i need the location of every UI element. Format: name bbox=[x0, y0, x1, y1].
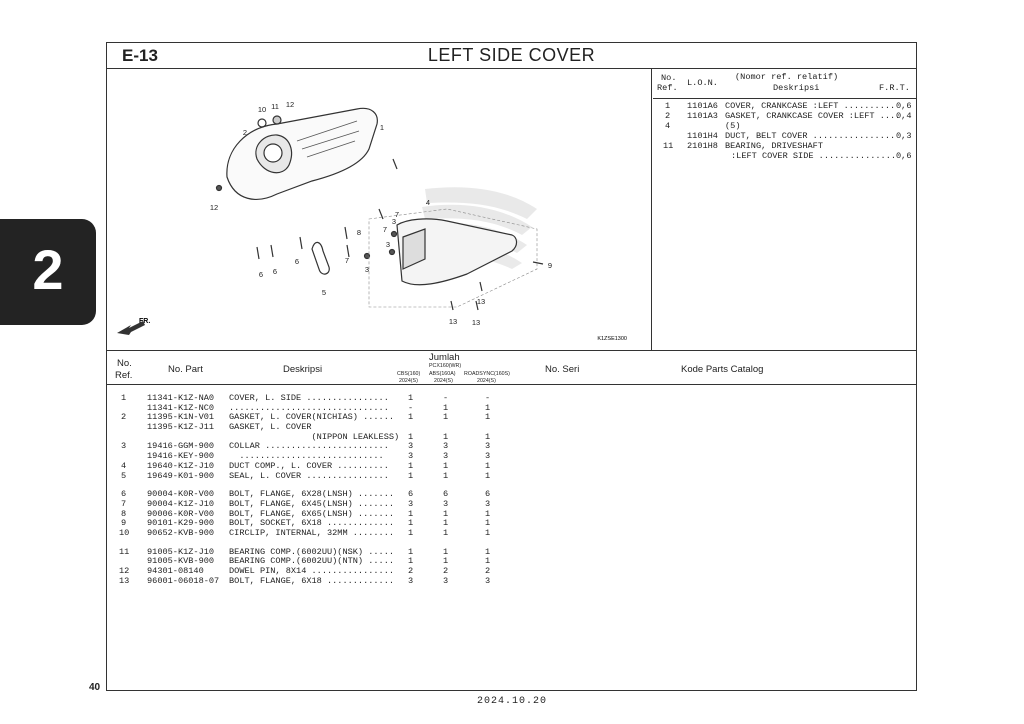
table-row: 7 90004-K1Z-J10 BOLT, FLANGE, 6X45(LNSH) ....... 3 3 3 bbox=[121, 498, 491, 509]
frt-desc-header: Deskripsi bbox=[773, 83, 820, 93]
table-row: 10 90652-KVB-900 CIRCLIP, INTERNAL, 32MM ........ 1 1 1 bbox=[119, 527, 491, 538]
frt-lon-header: L.O.N. bbox=[687, 78, 718, 88]
bearing-icon bbox=[273, 116, 281, 124]
front-label: FR. bbox=[139, 318, 151, 325]
duct-comp bbox=[397, 219, 517, 285]
frt-nomor-header: (Nomor ref. relatif) bbox=[735, 72, 839, 82]
col-roadsync-year: 2024(S) bbox=[477, 378, 496, 384]
parts-desc-header: Deskripsi bbox=[283, 364, 323, 375]
page-frame bbox=[106, 42, 917, 691]
frt-row: 4 (5) bbox=[665, 121, 741, 131]
callout-9: 9 bbox=[547, 261, 553, 270]
frt-reference-table bbox=[653, 69, 916, 350]
callout-6: 6 bbox=[272, 267, 278, 276]
parts-table-header bbox=[107, 350, 916, 385]
callout-8: 8 bbox=[356, 228, 362, 237]
table-row: 8 90006-K0R-V00 BOLT, FLANGE, 6X65(LNSH) ....... 1 1 1 bbox=[121, 508, 491, 519]
table-row: 11395-K1Z-J11 GASKET, L. COVER bbox=[147, 422, 312, 433]
frt-row: 11 2101H8 BEARING, DRIVESHAFT bbox=[663, 141, 823, 151]
table-row: 19416-KEY-900 ............................ 3 3 3 bbox=[147, 451, 491, 462]
table-row: 1 11341-K1Z-NA0 COVER, L. SIDE ................ 1 - - bbox=[121, 393, 491, 403]
parts-ref-header: Ref. bbox=[115, 370, 133, 381]
callout-6: 6 bbox=[258, 270, 264, 279]
table-row: 3 19416-GGM-900 COLLAR ........................ 3 3 3 bbox=[121, 441, 491, 452]
bolt-icon bbox=[451, 301, 453, 310]
section-code: E-13 bbox=[122, 46, 158, 65]
callout-2: 2 bbox=[242, 128, 248, 137]
callout-7: 7 bbox=[382, 225, 388, 234]
exploded-view bbox=[107, 69, 652, 350]
frt-row: 1 1101A6 COVER, CRANKCASE :LEFT .......... 0,6 bbox=[665, 101, 912, 111]
frt-row: 2 1101A3 GASKET, CRANKCASE COVER :LEFT .... 0,4 bbox=[665, 111, 912, 121]
exploded-diagram bbox=[107, 69, 652, 350]
image-code: K1ZSE1300 bbox=[597, 336, 627, 342]
bolt-icon bbox=[393, 159, 397, 169]
callout-4: 4 bbox=[425, 198, 431, 207]
seal-icon bbox=[312, 242, 329, 274]
frt-row: 1101H4 DUCT, BELT COVER ................ 0,3 bbox=[687, 131, 912, 141]
callout-3: 3 bbox=[364, 265, 370, 274]
callout-1: 1 bbox=[379, 123, 385, 132]
col-abs-name: ABS(160A) bbox=[429, 371, 456, 377]
callout-12: 12 bbox=[209, 203, 219, 212]
table-row: 2 11395-K1N-V01 GASKET, L. COVER(NICHIAS) ...... 1 1 1 bbox=[121, 412, 491, 423]
bolt-icon bbox=[271, 245, 273, 257]
frt-ref-header: Ref. bbox=[657, 83, 678, 93]
publish-date: 2024.10.20 bbox=[476, 696, 547, 707]
frt-header bbox=[653, 69, 916, 99]
bolt-icon bbox=[480, 282, 482, 291]
table-row: 5 19649-K01-900 SEAL, L. COVER ................ 1 1 1 bbox=[121, 470, 491, 481]
col-cbs-year: 2024(S) bbox=[399, 378, 418, 384]
callout-13: 13 bbox=[471, 318, 481, 327]
parts-catalog-header: Kode Parts Catalog bbox=[681, 364, 764, 375]
bolt-icon bbox=[300, 237, 302, 249]
bolt-icon bbox=[257, 247, 259, 259]
table-row: 91005-KVB-900 BEARING COMP.(6002UU)(NTN) ..... 1 1 1 bbox=[147, 556, 491, 567]
table-row: 11 91005-K1Z-J10 BEARING COMP.(6002UU)(NSK) ..... 1 1 1 bbox=[119, 546, 491, 557]
parts-part-header: No. Part bbox=[168, 364, 203, 375]
page-header bbox=[107, 43, 916, 69]
table-row: 6 90004-K0R-V00 BOLT, FLANGE, 6X28(LNSH) ....... 6 6 6 bbox=[121, 489, 491, 500]
callout-5: 5 bbox=[321, 288, 327, 297]
table-row: 4 19640-K1Z-J10 DUCT COMP., L. COVER .......... 1 1 1 bbox=[121, 460, 491, 471]
callout-12: 12 bbox=[285, 100, 295, 109]
callout-13: 13 bbox=[448, 317, 458, 326]
circlip-icon bbox=[258, 119, 266, 127]
table-row: 11341-K1Z-NC0 ............................... - 1 1 bbox=[147, 402, 491, 413]
parts-jumlah-header: Jumlah bbox=[429, 352, 460, 363]
page-title: LEFT SIDE COVER bbox=[427, 45, 596, 65]
socket-bolt-icon bbox=[533, 262, 543, 264]
callout-11: 11 bbox=[271, 102, 279, 111]
callout-3: 3 bbox=[391, 217, 397, 226]
parts-no-header: No. bbox=[117, 358, 132, 369]
frt-frt-header: F.R.T. bbox=[879, 83, 910, 93]
section-tab bbox=[0, 219, 96, 325]
callout-6: 6 bbox=[294, 257, 300, 266]
frt-row: :LEFT COVER SIDE ............... 0,6 bbox=[731, 151, 912, 161]
col-cbs-name: CBS(160) bbox=[397, 371, 421, 377]
table-row: 9 90101-K29-900 BOLT, SOCKET, 6X18 ............. 1 1 1 bbox=[121, 518, 491, 529]
crankcase-cover bbox=[227, 108, 377, 199]
collar-icon bbox=[390, 250, 395, 255]
col-roadsync-name: ROADSYNC(160S) bbox=[464, 371, 510, 377]
table-row: 13 96001-06018-07 BOLT, FLANGE, 6X18 ............. 3 3 3 bbox=[119, 575, 491, 586]
parts-model-header: PCX160(WR) bbox=[429, 363, 462, 369]
callout-13: 13 bbox=[476, 297, 486, 306]
callout-10: 10 bbox=[257, 105, 267, 114]
section-tab-number: 2 bbox=[32, 238, 64, 301]
parts-seri-header: No. Seri bbox=[545, 364, 580, 375]
page-number: 40 bbox=[89, 682, 101, 693]
frt-no-header: No. bbox=[661, 73, 677, 83]
bolt-icon bbox=[345, 227, 347, 239]
table-row: 12 94301-08140 DOWEL PIN, 8X14 ................ 2 2 2 bbox=[119, 566, 491, 576]
callout-7: 7 bbox=[394, 210, 400, 219]
callout-7: 7 bbox=[344, 256, 350, 265]
collar-icon bbox=[392, 232, 397, 237]
callout-3: 3 bbox=[385, 240, 391, 249]
parts-table-body bbox=[107, 393, 916, 585]
col-abs-year: 2024(S) bbox=[434, 378, 453, 384]
dowel-pin-icon bbox=[217, 186, 222, 191]
table-row: (NIPPON LEAKLESS) 1 1 1 bbox=[229, 431, 491, 442]
